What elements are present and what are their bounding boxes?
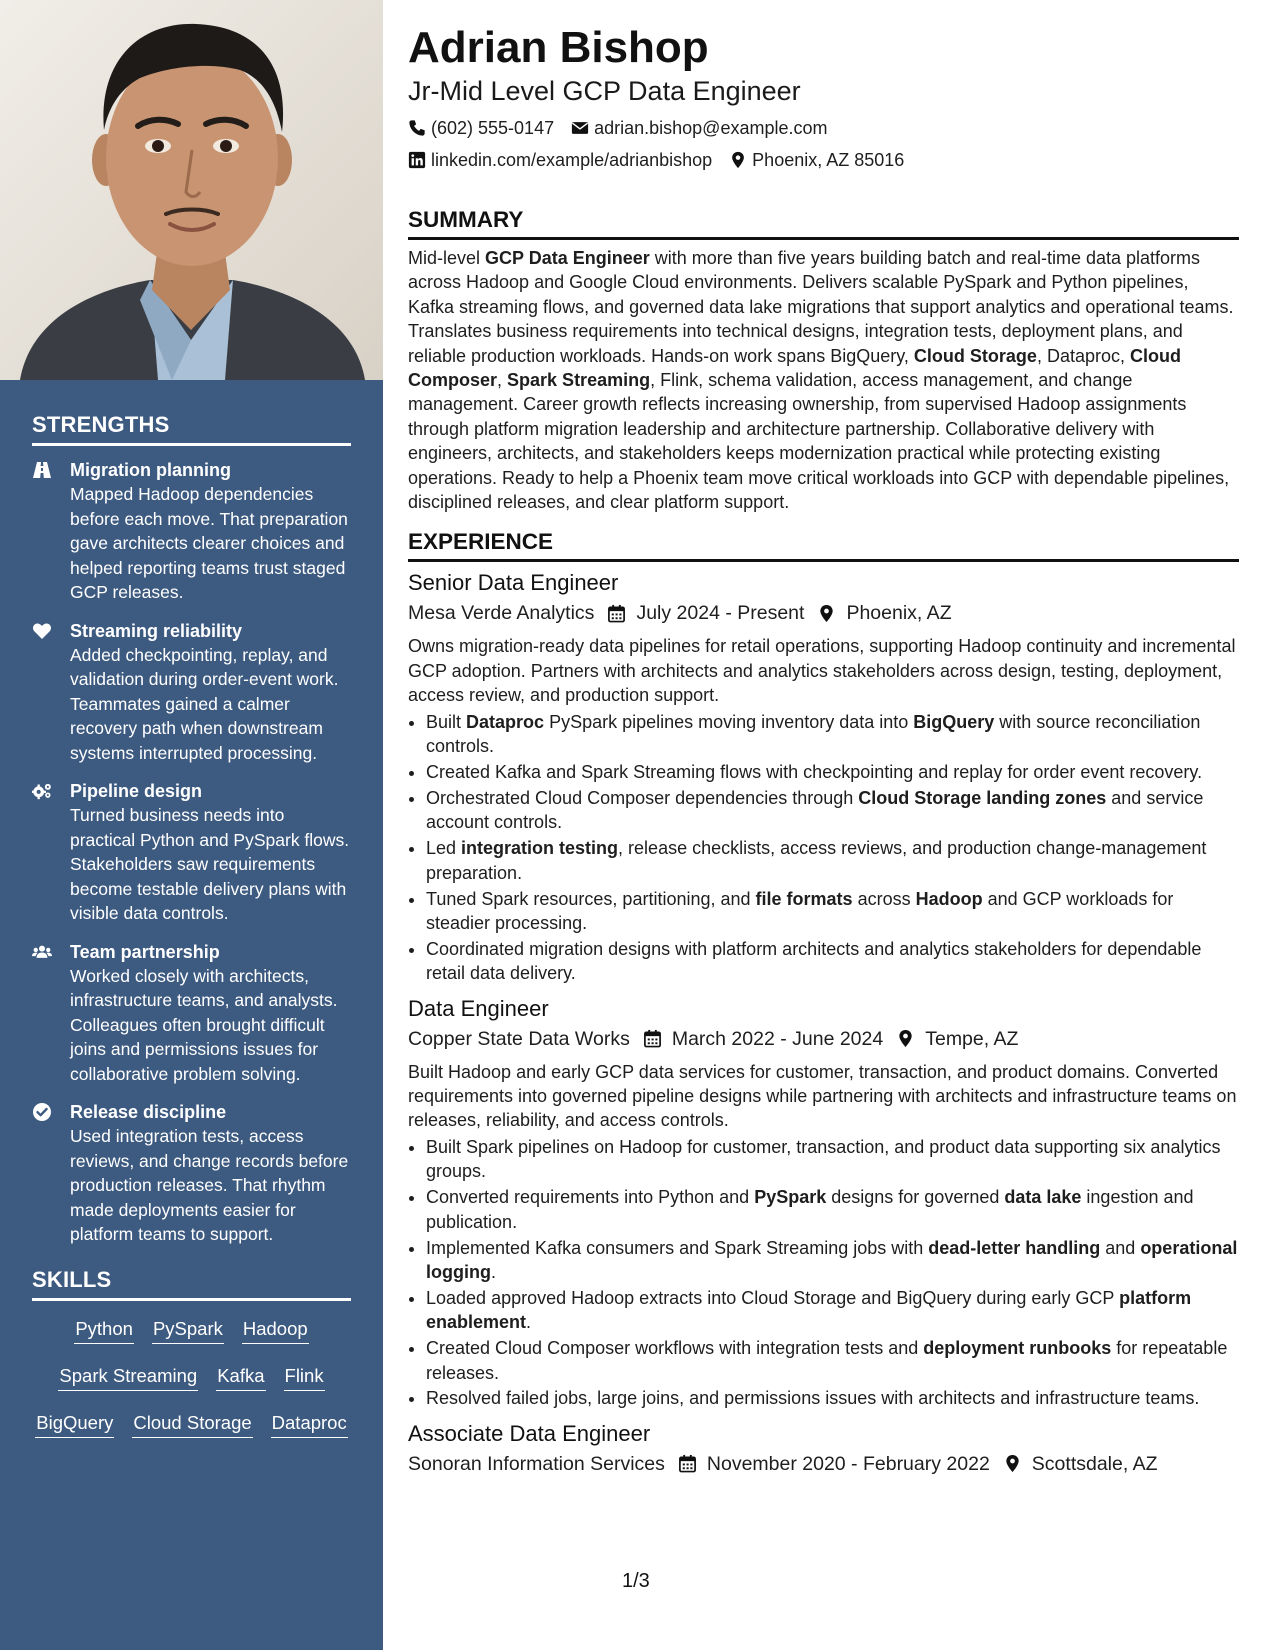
bullet-keyword: PySpark: [754, 1187, 827, 1208]
strength-title: Migration planning: [70, 460, 231, 480]
job-dates: July 2024 - Present: [636, 602, 805, 625]
bullet-text: for repeatable releases.: [426, 1338, 1228, 1383]
skill-tag: Kafka: [216, 1364, 265, 1391]
job-description: Built Hadoop and early GCP data services for customer, transaction, and product domains. Converted requirements into governed pipeline designs while partnering with architects and infrastructure teams on releases, reliability, and access controls.: [408, 1061, 1237, 1131]
strength-description: Used integration tests, access reviews, and change records before production releases. That rhythm made deployments easier for platform teams to support.: [70, 1126, 349, 1244]
bullet-item: [426, 1236, 1239, 1285]
bullet-item: [426, 1185, 1239, 1234]
bullet-text: Coordinated migration designs with platform architects and analytics stakeholders for dependable retail data delivery.: [426, 938, 1202, 984]
bullet-list: [408, 710, 1239, 986]
skill-row: [32, 1411, 351, 1438]
skill-tag: PySpark: [152, 1317, 224, 1344]
map-pin-icon: [817, 604, 836, 623]
map-pin-icon: [896, 1029, 915, 1048]
bullet-text: ingestion and publication.: [426, 1187, 1194, 1232]
skills-heading: SKILLS: [32, 1267, 351, 1301]
phone-number: (602) 555-0147: [431, 118, 555, 138]
linkedin-url[interactable]: linkedin.com/example/adrianbishop: [431, 150, 713, 170]
bullet-text: PySpark pipelines moving inventory data into: [544, 711, 914, 732]
job-meta: [408, 598, 1239, 628]
strength-description: Worked closely with architects, infrastructure teams, and analysts. Colleagues often brought difficult joins and permissions issues for collaborative problem solving.: [70, 965, 338, 1084]
location-contact: [729, 144, 904, 176]
skill-tag: Python: [74, 1317, 134, 1344]
calendar-icon: [678, 1454, 697, 1473]
job-location: Tempe, AZ: [925, 1027, 1019, 1050]
strength-title: Team partnership: [70, 941, 220, 962]
bullet-text: , release checklists, access reviews, and production change-management preparation.: [426, 838, 1207, 883]
linkedin-contact[interactable]: [408, 144, 712, 176]
contact-row: [408, 112, 1239, 144]
location-text: Phoenix, AZ 85016: [752, 150, 905, 170]
profile-photo: [0, 0, 383, 380]
strength-item: [32, 940, 351, 1087]
summary-segment: ,: [497, 370, 508, 391]
heart-icon: [32, 619, 70, 766]
bullet-text: Built Spark pipelines on Hadoop for customer, transaction, and product data supporting six analytics groups.: [426, 1136, 1221, 1182]
strengths-heading: STRENGTHS: [32, 412, 351, 446]
bullet-keyword: platform enablement: [426, 1287, 1192, 1333]
summary-segment: , Flink, schema validation, access management, and change management. Career growth reflects increasing ownership, from supervised Hadoop assignments through platform migration leadership and architecture partnership. Collaborative delivery with engineers, architects, and stakeholders keeps modernization practical while protecting existing operations. Ready to help a Phoenix team move critical workloads into GCP with dependable pipelines, disciplined releases, and clear platform support.: [408, 370, 1230, 513]
skills-list: [32, 1313, 351, 1438]
bullet-text: designs for governed: [826, 1187, 1005, 1208]
summary-keyword: Cloud Composer: [408, 345, 1181, 391]
phone-icon: [408, 119, 426, 137]
bullet-keyword: integration testing: [461, 838, 619, 859]
bullet-keyword: BigQuery: [913, 711, 995, 732]
road-icon: [32, 458, 70, 605]
strength-title: Pipeline design: [70, 781, 203, 801]
summary-segment: Mid-level: [408, 248, 486, 268]
bullet-text: Created Kafka and Spark Streaming flows with checkpointing and replay for order event recovery.: [426, 762, 1203, 782]
job-entry: [408, 1419, 1239, 1479]
job-meta: [408, 1024, 1239, 1054]
bullet-keyword: operational logging: [426, 1237, 1238, 1282]
bullet-keyword: Hadoop: [915, 888, 983, 909]
summary-keyword: GCP Data Engineer: [485, 248, 650, 268]
strength-title: Release discipline: [70, 1102, 227, 1122]
calendar-icon: [607, 604, 626, 623]
summary-keyword: Spark Streaming: [507, 370, 651, 391]
job-title: Associate Data Engineer: [408, 1420, 651, 1446]
candidate-title: Jr-Mid Level GCP Data Engineer: [408, 76, 801, 106]
bullet-text: and: [1100, 1237, 1141, 1258]
bullet-item: [426, 836, 1239, 885]
job-title: Senior Data Engineer: [408, 570, 619, 596]
bullet-text: Orchestrated Cloud Composer dependencies through: [426, 787, 859, 808]
strength-item: [32, 458, 351, 605]
email-address[interactable]: adrian.bishop@example.com: [594, 118, 828, 138]
bullet-text: .: [490, 1261, 496, 1282]
job-dates: March 2022 - June 2024: [671, 1027, 884, 1050]
bullet-text: Created Cloud Composer workflows with integration tests and: [426, 1338, 924, 1359]
phone-contact: [408, 112, 554, 144]
bullet-item: [426, 937, 1239, 986]
map-pin-icon: [1003, 1454, 1022, 1473]
job-description: Owns migration-ready data pipelines for retail operations, supporting Hadoop continuity and incremental GCP adoption. Partners with architects and analytics stakeholders across design, testing, deployment, access review, and production support.: [408, 636, 1236, 706]
bullet-keyword: deployment runbooks: [923, 1338, 1112, 1359]
bullet-text: .: [526, 1312, 532, 1333]
users-icon: [32, 940, 70, 1087]
bullet-text: with source reconciliation controls.: [426, 711, 1201, 757]
job-location: Phoenix, AZ: [846, 602, 952, 625]
bullet-keyword: data lake: [1004, 1187, 1082, 1208]
bullet-keyword: dead-letter handling: [928, 1237, 1101, 1258]
skill-tag: Dataproc: [271, 1411, 348, 1438]
job-entry: [408, 994, 1239, 1411]
bullet-item: [426, 760, 1239, 784]
envelope-icon: [571, 119, 589, 137]
job-dates: November 2020 - February 2022: [706, 1452, 990, 1475]
summary-heading: SUMMARY: [408, 206, 1239, 240]
skill-row: [32, 1364, 351, 1391]
company-name: Copper State Data Works: [408, 1027, 630, 1050]
job-title: Data Engineer: [408, 995, 549, 1021]
skill-row: [32, 1317, 351, 1344]
strength-description: Turned business needs into practical Python and PySpark flows. Stakeholders saw requirements become testable delivery plans with visible data controls.: [70, 805, 350, 923]
linkedin-icon: [408, 151, 426, 169]
bullet-item: [426, 1336, 1239, 1385]
skill-tag: BigQuery: [35, 1411, 114, 1438]
bullet-text: Resolved failed jobs, large joins, and permissions issues with architects and infrastructure teams.: [426, 1388, 1200, 1409]
summary-segment: , Dataproc,: [1036, 345, 1130, 366]
page-number: 1/3: [622, 1570, 650, 1592]
strength-item: [32, 1100, 351, 1247]
bullet-item: [426, 786, 1239, 835]
summary-keyword: Cloud Storage: [913, 345, 1037, 366]
bullet-text: and service account controls.: [426, 787, 1204, 833]
bullet-item: [426, 710, 1239, 759]
bullet-item: [426, 1286, 1239, 1335]
bullet-text: and GCP workloads for steadier processing.: [426, 888, 1174, 933]
skill-tag: Cloud Storage: [132, 1411, 252, 1438]
bullet-text: Loaded approved Hadoop extracts into Cloud Storage and BigQuery during early GCP: [426, 1287, 1120, 1308]
calendar-icon: [643, 1029, 662, 1048]
check-circle-icon: [32, 1100, 70, 1247]
contact-row: [408, 144, 1239, 176]
sidebar: [0, 0, 383, 1650]
bullet-text: across: [852, 888, 916, 909]
experience-heading: EXPERIENCE: [408, 528, 1239, 562]
candidate-name: Adrian Bishop: [408, 23, 709, 72]
skill-tag: Spark Streaming: [58, 1364, 198, 1391]
bullet-text: Implemented Kafka consumers and Spark Streaming jobs with: [426, 1237, 929, 1258]
portrait-illustration: [0, 0, 383, 380]
company-name: Mesa Verde Analytics: [408, 602, 595, 625]
job-entry: [408, 568, 1239, 985]
strength-item: [32, 779, 351, 926]
map-pin-icon: [729, 151, 747, 169]
bullet-list: [408, 1135, 1239, 1411]
bullet-keyword: Dataproc: [466, 711, 545, 732]
strength-title: Streaming reliability: [70, 620, 243, 641]
strength-description: Mapped Hadoop dependencies before each move. That preparation gave architects clearer choices and helped reporting teams trust staged GCP releases.: [70, 484, 348, 602]
bullet-item: [426, 1386, 1239, 1410]
bullet-text: Led: [426, 838, 462, 859]
gears-icon: [32, 779, 70, 926]
bullet-text: Built: [426, 711, 467, 732]
email-contact[interactable]: [571, 112, 827, 144]
bullet-keyword: Cloud Storage landing zones: [858, 787, 1107, 808]
bullet-text: Converted requirements into Python and: [426, 1187, 755, 1208]
strength-description: Added checkpointing, replay, and validation during order-event work. Teammates gained a calmer recovery path when downstream systems interrupted processing.: [70, 644, 339, 763]
skill-tag: Flink: [284, 1364, 325, 1391]
job-location: Scottsdale, AZ: [1031, 1452, 1158, 1475]
bullet-item: [426, 887, 1239, 936]
summary-segment: with more than five years building batch and real-time data platforms across Hadoop and Google Cloud environments. Delivers scalable PySpark and Python pipelines, Kafka streaming flows, and governed data lake migrations that support analytics and operational teams. Translates business requirements into technical designs, integration tests, deployment plans, and reliable production workloads. Hands-on work spans BigQuery,: [408, 248, 1234, 366]
company-name: Sonoran Information Services: [408, 1452, 665, 1475]
strength-item: [32, 619, 351, 766]
experience-list: [408, 568, 1239, 1478]
bullet-item: [426, 1135, 1239, 1184]
main-content: [408, 22, 1239, 1485]
skill-tag: Hadoop: [242, 1317, 309, 1344]
bullet-keyword: file formats: [755, 888, 853, 909]
summary-text: [408, 246, 1239, 514]
bullet-text: Tuned Spark resources, partitioning, and: [426, 888, 756, 909]
job-meta: [408, 1449, 1239, 1479]
